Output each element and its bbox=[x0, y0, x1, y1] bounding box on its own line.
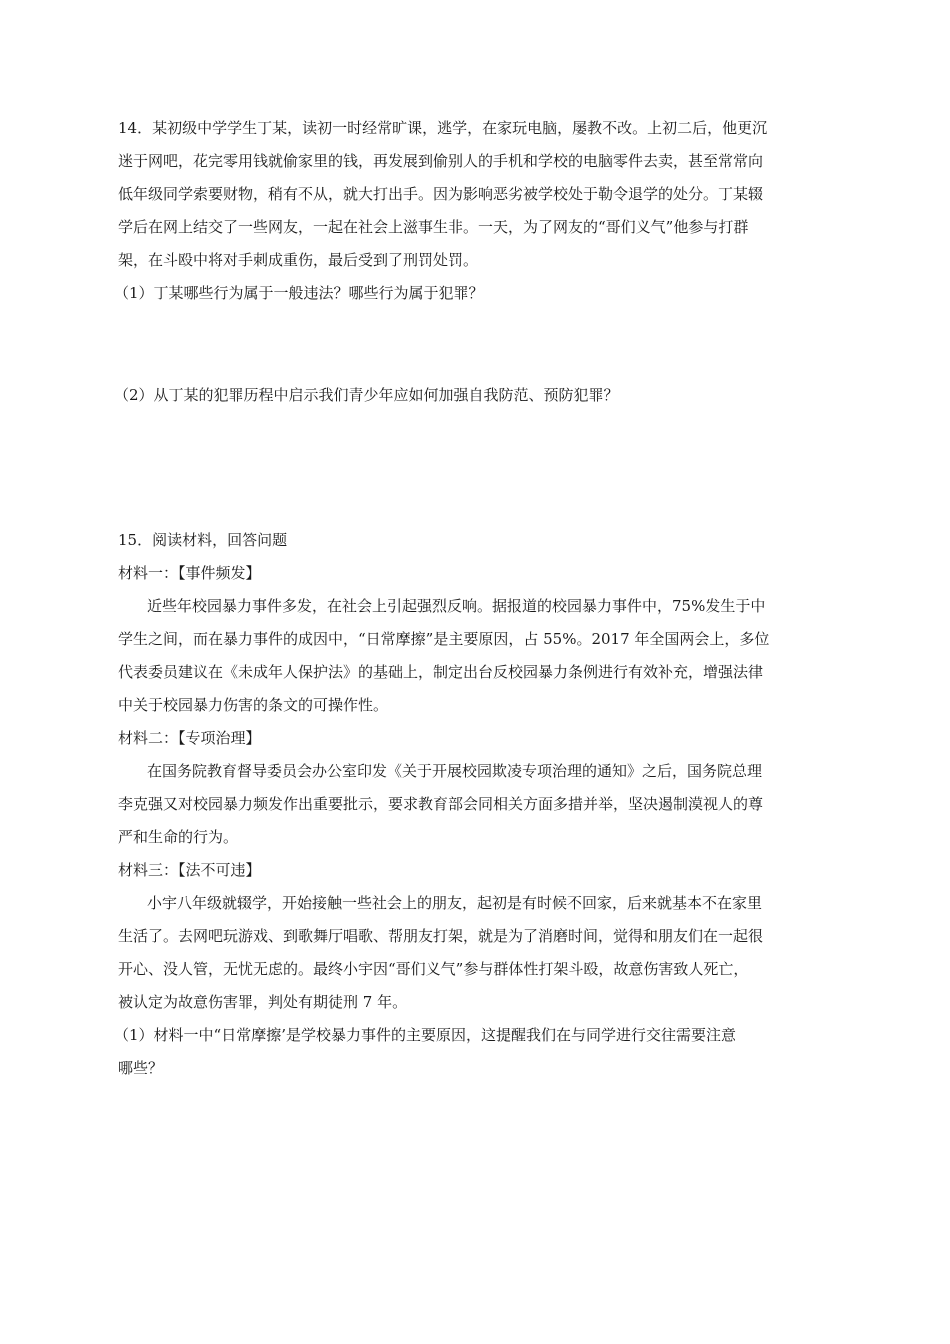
q15-subquestion-1-line-1: （1）材料一中“日常摩擦’是学校暴力事件的主要原因，这提醒我们在与同学进行交往需要注意 bbox=[114, 1026, 736, 1044]
material-1-line-1: 近些年校园暴力事件多发，在社会上引起强烈反响。据报道的校园暴力事件中，75%发生于中 bbox=[147, 597, 766, 615]
material-2-line-2: 李克强又对校园暴力频发作出重要批示，要求教育部会同相关方面多措并举，坚决遏制漠视人的尊 bbox=[118, 795, 764, 813]
q14-line-1: 14．某初级中学学生丁某，读初一时经常旷课，逃学，在家玩电脑，屡教不改。上初二后，他更沉 bbox=[118, 119, 768, 137]
material-1-line-3: 代表委员建议在《未成年人保护法》的基础上，制定出台反校园暴力条例进行有效补充，增强法律 bbox=[118, 663, 764, 681]
q14-line-2: 迷于网吧，花完零用钱就偷家里的钱，再发展到偷别人的手机和学校的电脑零件去卖，甚至常常向 bbox=[118, 152, 764, 170]
material-1-line-2: 学生之间，而在暴力事件的成因中，“日常摩擦”是主要原因，占 55%。2017 年全国两会上，多位 bbox=[118, 630, 770, 648]
q14-line-5: 架，在斗殴中将对手刺成重伤，最后受到了刑罚处罚。 bbox=[118, 251, 479, 269]
q14-subquestion-2: （2）从丁某的犯罪历程中启示我们青少年应如何加强自我防范、预防犯罪？ bbox=[114, 386, 619, 404]
material-3-line-3: 开心、没人管，无忧无虑的。最终小宇因“哥们义气”参与群体性打架斗殴，故意伤害致人死亡， bbox=[118, 960, 749, 978]
material-1-line-4: 中关于校园暴力伤害的条文的可操作性。 bbox=[118, 696, 389, 714]
q14-line-4: 学后在网上结交了一些网友，一起在社会上滋事生非。一天，为了网友的“哥们义气”他参与打群 bbox=[118, 218, 749, 236]
material-3-label: 材料三：【法不可违】 bbox=[118, 861, 261, 879]
q15-title: 15．阅读材料，回答问题 bbox=[118, 531, 288, 549]
q15-subquestion-1-line-2: 哪些？ bbox=[118, 1059, 164, 1077]
q14-subquestion-1: （1）丁某哪些行为属于一般违法？哪些行为属于犯罪？ bbox=[114, 284, 484, 302]
material-3-line-1: 小宇八年级就辍学，开始接触一些社会上的朋友，起初是有时候不回家，后来就基本不在家里 bbox=[147, 894, 763, 912]
material-1-label: 材料一：【事件频发】 bbox=[118, 564, 261, 582]
material-3-line-2: 生活了。去网吧玩游戏、到歌舞厅唱歌、帮朋友打架，就是为了消磨时间，觉得和朋友们在一起很 bbox=[118, 927, 764, 945]
material-2-label: 材料二：【专项治理】 bbox=[118, 729, 261, 747]
material-3-line-4: 被认定为故意伤害罪，判处有期徒刑 7 年。 bbox=[118, 993, 408, 1011]
material-2-line-3: 严和生命的行为。 bbox=[118, 828, 239, 846]
q14-line-3: 低年级同学索要财物，稍有不从，就大打出手。因为影响恶劣被学校处于勒令退学的处分。丁某辍 bbox=[118, 185, 764, 203]
material-2-line-1: 在国务院教育督导委员会办公室印发《关于开展校园欺凌专项治理的通知》之后，国务院总理 bbox=[147, 762, 763, 780]
